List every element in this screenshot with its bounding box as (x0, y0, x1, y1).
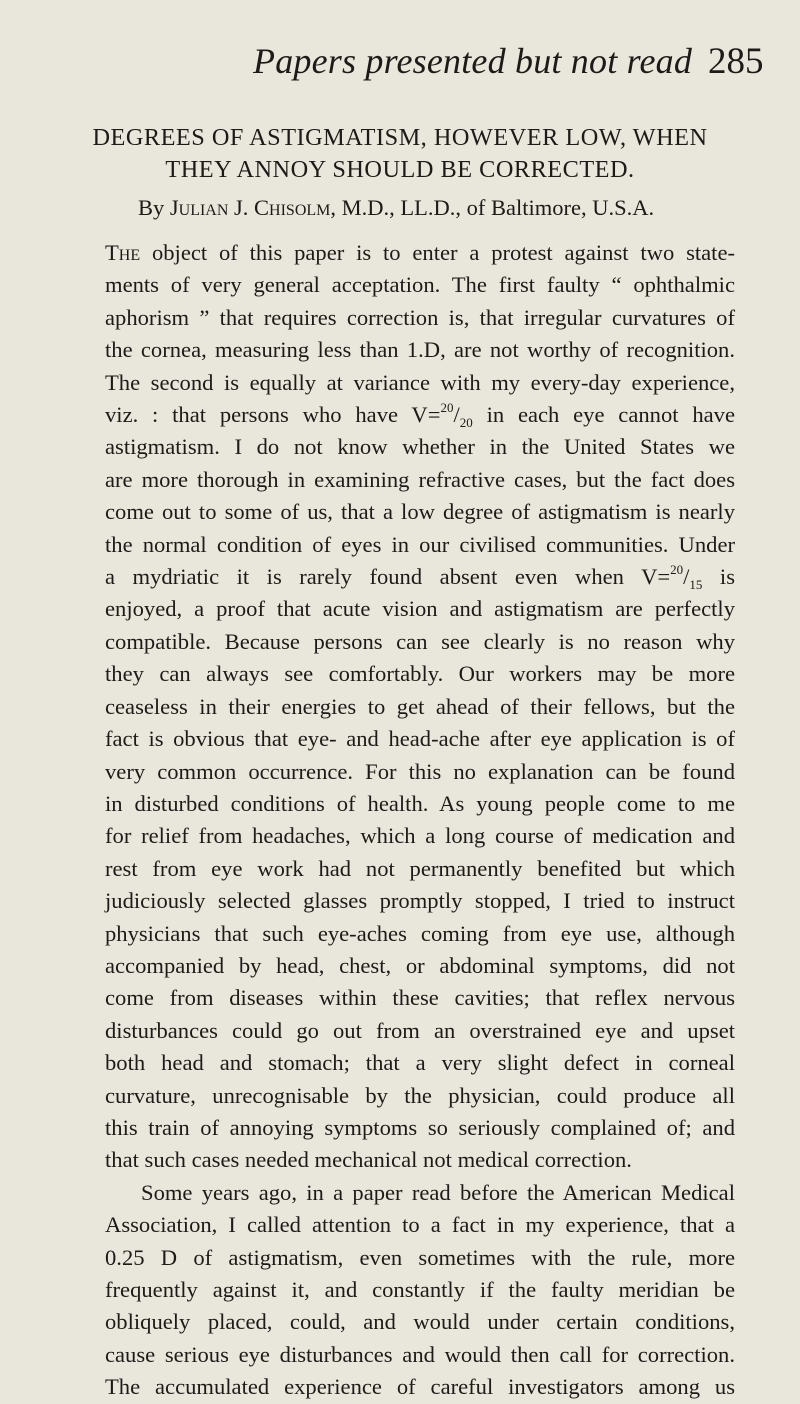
body-line: come from diseases within these cavities; that reflex nervous (105, 985, 735, 1011)
body-line: enjoyed, a proof that acute vision and astigmatism are perfectly (105, 596, 735, 622)
body-line: disturbances could go out from an overstrained eye and upset (105, 1017, 735, 1043)
body-line: frequently against it, and constantly if the faulty meridian be (105, 1277, 735, 1302)
body-line: viz. : that persons who have $V=^{20}/_{20}$ in each eye cannot have (105, 400, 735, 431)
body-line: curvature, unrecognisable by the physician, could produce all (105, 1082, 735, 1108)
body-line: this train of annoying symptoms so seriously complained of; and (105, 1114, 735, 1140)
body-line: that such cases needed mechanical not medical correction. (105, 1147, 632, 1173)
body-line: judiciously selected glasses promptly stopped, I tried to instruct (105, 888, 735, 914)
article-title-line-2: THEY ANNOY SHOULD BE CORRECTED. (165, 156, 635, 183)
body-line: rest from eye work had not permanently benefited but which (105, 855, 735, 881)
fraction-numerator: 20 (670, 562, 684, 578)
article-body (105, 237, 735, 1404)
page-number: 285 (708, 41, 764, 82)
body-line: are more thorough in examining refractive cases, but the fact does (105, 466, 735, 492)
body-line: 0.25 D of astigmatism, even sometimes with the rule, more (105, 1244, 735, 1270)
body-line: aphorism ” that requires correction is, that irregular curvatures of (105, 304, 735, 330)
body-line: fact is obvious that eye- and head-ache after eye application is of (105, 726, 735, 752)
body-line: astigmatism. I do not know whether in the United States we (105, 434, 735, 460)
body-line: Association, I called attention to a fact in my experience, that a (105, 1212, 735, 1238)
fraction-denominator: 20 (459, 415, 473, 431)
body-line: for relief from headaches, which a long course of medication and (105, 823, 735, 849)
fraction-numerator: 20 (440, 400, 454, 416)
article-title (0, 122, 800, 186)
body-line: physicians that such eye-aches coming from eye use, although (105, 920, 735, 946)
body-line: a mydriatic it is rarely found absent even when $V=^{20}/_{15}$ is (105, 562, 735, 593)
body-line: obliquely placed, could, and would under certain conditions, (105, 1309, 735, 1335)
body-line: ceaseless in their energies to get ahead of their fellows, but the (105, 693, 735, 719)
body-line: cause serious eye disturbances and would then call for correction. (105, 1341, 735, 1367)
body-line: compatible. Because persons can see clearly is no reason why (105, 628, 735, 654)
body-line: the cornea, measuring less than 1.D, are not worthy of recognition. (105, 337, 735, 363)
running-head-title: Papers presented but not read (253, 41, 693, 81)
body-line: The second is equally at variance with my every-day experience, (105, 369, 735, 395)
body-line: The accumulated experience of careful investigators among us (105, 1374, 735, 1400)
body-line: Some years ago, in a paper read before the American Medical (141, 1179, 735, 1205)
body-line: the normal condition of eyes in our civilised communities. Under (105, 531, 735, 557)
body-line: accompanied by head, chest, or abdominal symptoms, did not (105, 952, 735, 978)
article-title-line-1: DEGREES OF ASTIGMATISM, HOWEVER LOW, WHEN (92, 124, 708, 151)
fraction-denominator: 15 (689, 577, 703, 593)
body-line: they can always see comfortably. Our workers may be more (105, 661, 735, 687)
first-word: The (105, 240, 141, 265)
author-name: Julian J. Chisolm (169, 195, 331, 220)
body-line: The object of this paper is to enter a protest against two state- (105, 240, 735, 265)
body-line: very common occurrence. For this no explanation can be found (105, 758, 735, 784)
byline (138, 195, 654, 221)
body-line: both head and stomach; that a very slight defect in corneal (105, 1050, 735, 1076)
byline-prefix: By (138, 195, 165, 220)
running-head (0, 40, 800, 100)
body-line: come out to some of us, that a low degree of astigmatism is nearly (105, 499, 735, 525)
body-line: ments of very general acceptation. The first faulty “ ophthalmic (105, 272, 735, 298)
author-affiliation: , M.D., LL.D., of Baltimore, U.S.A. (330, 195, 655, 220)
body-line: in disturbed conditions of health. As young people come to me (105, 790, 735, 816)
